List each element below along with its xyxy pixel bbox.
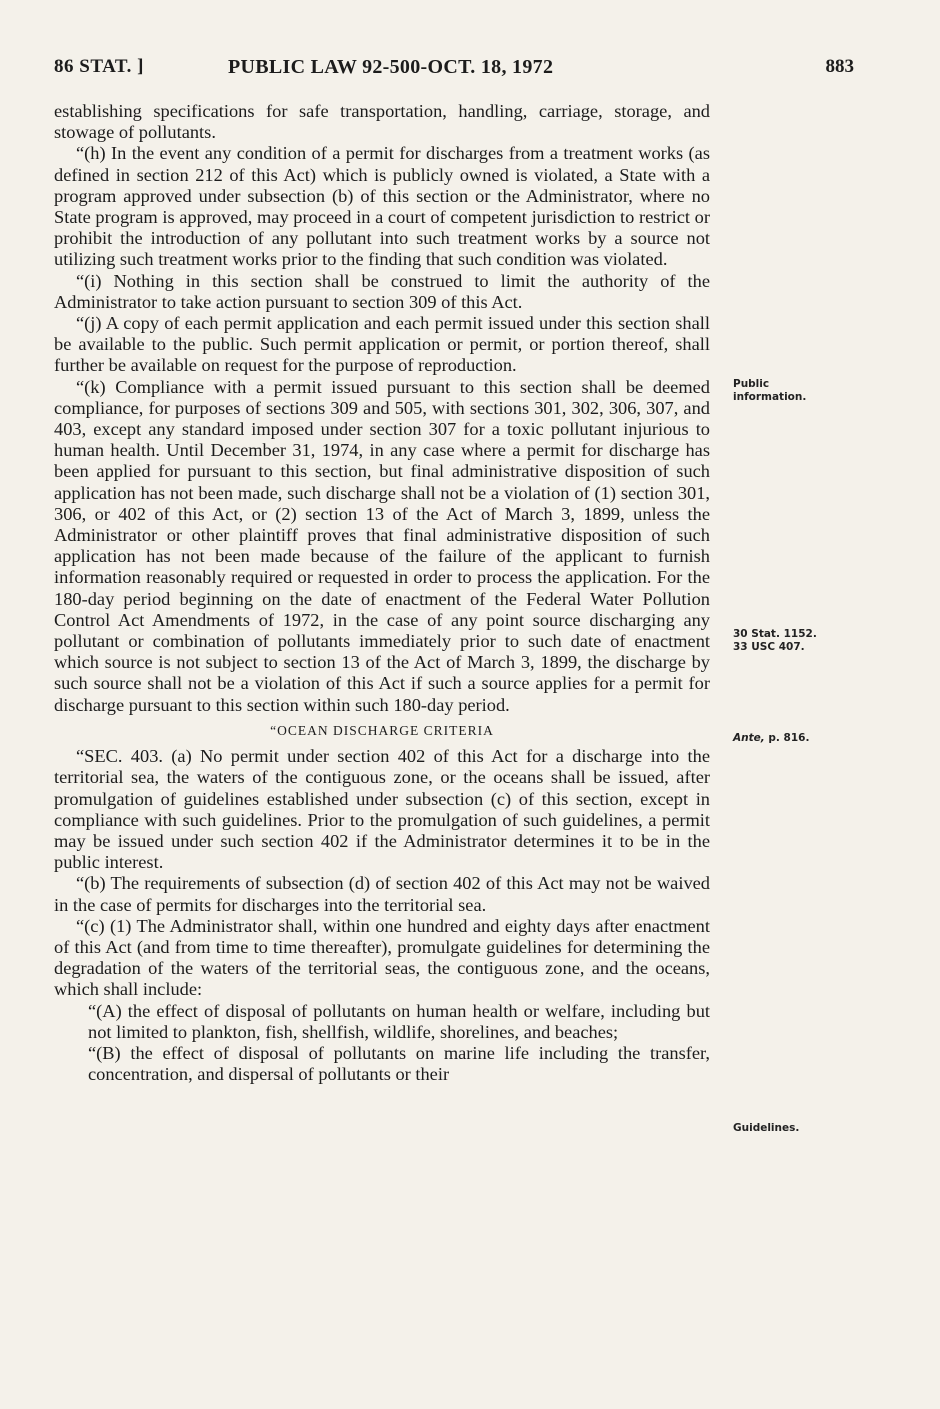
paragraph-403b: “(b) The requirements of subsection (d) of section 402 of this Act may not be waived in the case of permits for discharges into the territorial sea. — [54, 873, 710, 915]
paragraph-403c: “(c) (1) The Administrator shall, within one hundred and eighty days after enactment of this Act (and from time to time thereafter), promulgate guidelines for determining the degradation of the waters of the territorial seas, the contiguous zone, and the oceans, which shall include: — [54, 915, 710, 1000]
paragraph-B: “(B) the effect of disposal of pollutants on marine life including the transfer, concentration, and dispersal of pollutants or their — [88, 1042, 710, 1085]
paragraph-h: “(h) In the event any condition of a permit for discharges from a treatment works (as defined in section 212 of this Act) which is publicly owned is violated, a State with a program approved under subsection (b) of this section or the Administrator, where no State program is approved, may proceed in a court of competent jurisdiction to restrict or prohibit the introduction of any pollutant into such treatment works by a source not utilizing such treatment works prior to the finding that such condition was violated. — [54, 143, 710, 270]
paragraph-A: “(A) the effect of disposal of pollutants on human health or welfare, including but not limited to plankton, fish, shellfish, wildlife, shorelines, and beaches; — [88, 1000, 710, 1042]
margin-note-stat-line-1: 30 Stat. 1152. — [733, 628, 817, 640]
paragraph-k: “(k) Compliance with a permit issued pursuant to this section shall be deemed compliance, for purposes of sections 309 and 505, with sections 301, 302, 306, 307, and 403, except any standard imposed under section 307 for a toxic pollutant injurious to human health. Until December 31, 1974, in any case where a permit for discharge has been applied for pursuant to this section, but final administrative disposition of such application has not been made, such discharge shall not be a violation of (1) section 301, 306, or 402 of this Act, or (2) section 13 of the Act of March 3, 1899, unless the Administrator or other plaintiff proves that final administrative disposition of such application has not been made because of the failure of the applicant to furnish information reasonably required or requested in order to process the application. For the 180-day period beginning on the date of enactment of the Federal Water Pollution Control Act Amendments of 1972, in the case of any point source discharging any pollutant or combination of pollutants immediately prior to such date of enactment which source is not subject to section 13 of the Act of March 3, 1899, the discharge by such source shall not be a violation of this Act if such a source applies for a permit for discharge pursuant to this section within such 180-day period. — [54, 376, 710, 715]
page-header — [54, 56, 854, 82]
paragraph-403a: “SEC. 403. (a) No permit under section 402 of this Act for a discharge into the territorial sea, the waters of the contiguous zone, or the oceans shall be issued, after promulgation of guidelines established under subsection (c) of this section, except in compliance with such guidelines. Prior to the promulgation of such guidelines, a permit may be issued under such section 402 if the Administrator determines it to be in the public interest. — [54, 746, 710, 873]
margin-note-stat-citation — [733, 628, 845, 654]
margin-note-guidelines: Guidelines. — [733, 1122, 800, 1134]
paragraph-i: “(i) Nothing in this section shall be construed to limit the authority of the Administrator to take action pursuant to section 309 of this Act. — [54, 270, 710, 312]
paragraph-continuation: establishing specifications for safe transportation, handling, carriage, storage, and stowage of pollutants. — [54, 101, 710, 143]
page-number: 883 — [825, 56, 854, 77]
margin-note-stat-line-2: 33 USC 407. — [733, 641, 805, 653]
statute-volume: 86 STAT. ] — [54, 56, 144, 77]
margin-note-ante-italic: Ante, — [733, 732, 765, 744]
margin-note-ante-page: p. 816. — [764, 732, 810, 744]
margin-note-public-information: Public information. — [733, 378, 807, 403]
body-text — [54, 101, 710, 1085]
margin-note-ante — [733, 732, 845, 745]
section-heading: “OCEAN DISCHARGE CRITERIA — [270, 722, 494, 738]
law-title: PUBLIC LAW 92-500-OCT. 18, 1972 — [228, 56, 554, 78]
paragraph-j: “(j) A copy of each permit application and each permit issued under this section shall be available to the public. Such permit application or permit, or portion thereof, shall further be available on request for the purpose of reproduction. — [54, 313, 710, 376]
